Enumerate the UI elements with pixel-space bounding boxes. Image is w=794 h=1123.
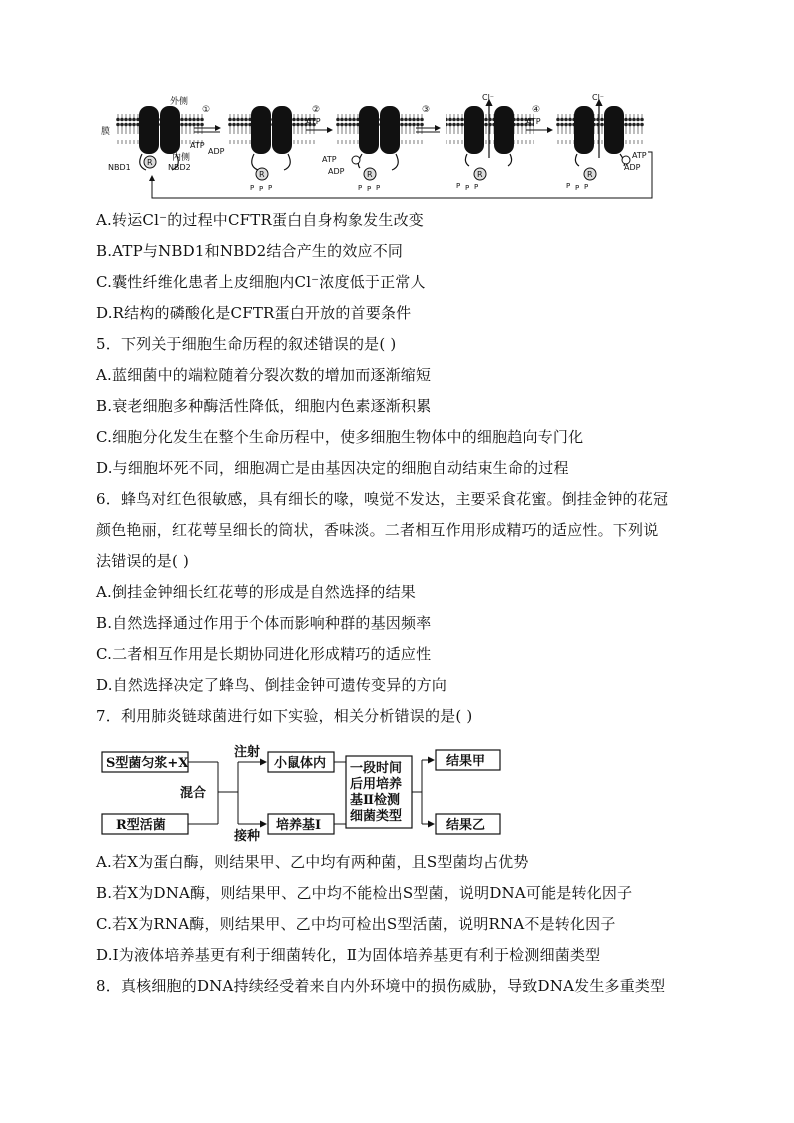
svg-text:ADP: ADP	[328, 167, 345, 176]
svg-text:④: ④	[532, 105, 541, 115]
panel-3	[322, 106, 424, 193]
panel-4	[446, 93, 534, 192]
svg-text:R型活菌: R型活菌	[116, 818, 166, 833]
q5-option-a: A.蓝细菌中的端粒随着分裂次数的增加而逐渐缩短	[96, 366, 432, 384]
q5-option-d: D.与细胞坏死不同，细胞凋亡是由基因决定的细胞自动结束生命的过程	[96, 459, 569, 477]
cftr-cycle-svg	[96, 92, 656, 204]
svg-text:小鼠体内: 小鼠体内	[274, 756, 327, 771]
outside-label: 外侧	[170, 97, 189, 107]
q7-option-a: A.若X为蛋白酶，则结果甲、乙中均有两种菌，且S型菌均占优势	[96, 853, 529, 871]
mix-label: 混合	[180, 786, 207, 801]
q4-option-c: C.囊性纤维化患者上皮细胞内Cl⁻浓度低于正常人	[96, 273, 426, 291]
svg-text:P: P	[250, 184, 255, 192]
panel-1	[101, 95, 204, 172]
svg-text:ADP: ADP	[624, 163, 641, 172]
membrane-label: 膜	[101, 127, 111, 137]
q6-stem-line-2: 颜色艳丽，红花萼呈细长的筒状，香味淡。二者相互作用形成精巧的适应性。下列说	[96, 521, 659, 539]
q8-stem: 8．真核细胞的DNA持续经受着来自内外环境中的损伤威胁，导致DNA发生多重类型	[96, 977, 666, 995]
svg-text:R: R	[477, 170, 483, 179]
q7-flow-diagram	[96, 742, 516, 842]
inoculate-label: 接种	[234, 829, 261, 842]
svg-text:ATP: ATP	[190, 141, 205, 150]
svg-text:Cl⁻: Cl⁻	[592, 93, 605, 102]
svg-text:细菌类型: 细菌类型	[350, 809, 403, 824]
svg-text:一段时间: 一段时间	[350, 761, 403, 776]
inside-label: 内侧	[172, 153, 191, 163]
q5-option-b: B.衰老细胞多种酶活性降低，细胞内色素逐渐积累	[96, 397, 432, 415]
svg-text:P: P	[268, 184, 273, 192]
cftr-cycle-figure	[96, 92, 656, 204]
q7-option-b: B.若X为DNA酶，则结果甲、乙中均不能检出S型菌，说明DNA可能是转化因子	[96, 884, 633, 902]
q7-stem: 7．利用肺炎链球菌进行如下实验，相关分析错误的是( )	[96, 707, 473, 725]
q7-flow-svg	[96, 742, 516, 842]
svg-text:③: ③	[422, 105, 431, 115]
svg-text:P: P	[584, 183, 589, 191]
nbd1-label: NBD1	[108, 163, 131, 172]
svg-text:P: P	[474, 183, 479, 191]
svg-text:结果乙: 结果乙	[446, 818, 486, 833]
q4-option-b: B.ATP与NBD1和NBD2结合产生的效应不同	[96, 242, 404, 260]
svg-text:ADP: ADP	[208, 147, 225, 156]
svg-text:ATP: ATP	[526, 117, 541, 126]
q4-option-d: D.R结构的磷酸化是CFTR蛋白开放的首要条件	[96, 304, 412, 322]
q4-option-a: A.转运Cl⁻的过程中CFTR蛋白自身构象发生改变	[96, 211, 424, 229]
svg-text:P: P	[465, 184, 470, 192]
inject-label: 注射	[234, 745, 261, 760]
svg-text:P: P	[575, 184, 580, 192]
svg-text:①: ①	[202, 105, 211, 115]
r-label: R	[147, 158, 153, 167]
panel-5	[556, 93, 647, 192]
svg-text:基Ⅱ检测: 基Ⅱ检测	[350, 793, 400, 808]
svg-text:R: R	[259, 170, 265, 179]
q6-option-c: C.二者相互作用是长期协同进化形成精巧的适应性	[96, 645, 432, 663]
q5-option-c: C.细胞分化发生在整个生命历程中，使多细胞生物体中的细胞趋向专门化	[96, 428, 584, 446]
q6-option-b: B.自然选择通过作用于个体而影响种群的基因频率	[96, 614, 432, 632]
q6-stem-line-3: 法错误的是( )	[96, 552, 190, 570]
svg-text:P: P	[367, 185, 372, 193]
svg-text:ATP: ATP	[306, 117, 321, 126]
q6-option-d: D.自然选择决定了蜂鸟、倒挂金钟可遗传变异的方向	[96, 676, 448, 694]
q7-option-c: C.若X为RNA酶，则结果甲、乙中均可检出S型活菌，说明RNA不是转化因子	[96, 915, 616, 933]
svg-text:后用培养: 后用培养	[350, 777, 403, 792]
svg-text:P: P	[358, 184, 363, 192]
cl-label: Cl⁻	[482, 93, 495, 102]
svg-text:结果甲: 结果甲	[446, 754, 486, 769]
svg-text:ATP: ATP	[322, 155, 337, 164]
q7-option-d: D.Ⅰ为液体培养基更有利于细菌转化，Ⅱ为固体培养基更有利于检测细菌类型	[96, 946, 601, 964]
svg-text:培养基Ⅰ: 培养基Ⅰ	[276, 818, 322, 833]
svg-text:P: P	[259, 185, 264, 193]
svg-text:②: ②	[312, 105, 321, 115]
q5-stem: 5．下列关于细胞生命历程的叙述错误的是( )	[96, 335, 397, 353]
svg-text:S型菌匀浆+X: S型菌匀浆+X	[106, 756, 189, 771]
svg-text:P: P	[566, 182, 571, 190]
svg-text:R: R	[587, 170, 593, 179]
svg-text:P: P	[376, 184, 381, 192]
nbd2-label: NBD2	[168, 163, 191, 172]
svg-text:P: P	[456, 182, 461, 190]
q6-stem-line-1: 6．蜂鸟对红色很敏感，具有细长的喙，嗅觉不发达，主要采食花蜜。倒挂金钟的花冠	[96, 490, 669, 508]
panel-2	[228, 106, 316, 193]
q6-option-a: A.倒挂金钟细长红花萼的形成是自然选择的结果	[96, 583, 417, 601]
svg-text:ATP: ATP	[632, 151, 647, 160]
svg-text:R: R	[367, 170, 373, 179]
